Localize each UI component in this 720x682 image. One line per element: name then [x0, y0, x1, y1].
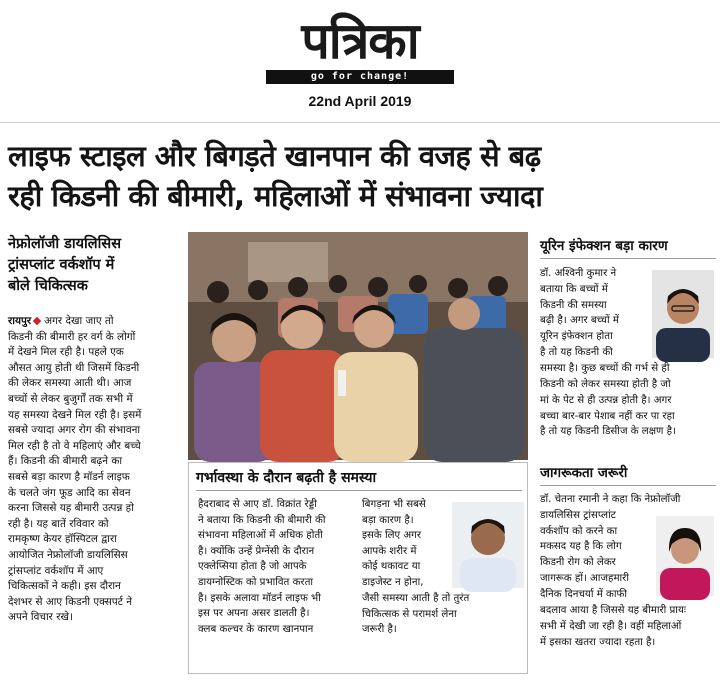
- article-line: कोई थकावट या: [362, 561, 421, 573]
- article-line: इसके लिए अगर: [362, 530, 422, 542]
- article-line: सबसे बड़ा कारण है मॉडर्न लाइफ: [8, 470, 130, 483]
- article-line: देशभर से आए किडनी एक्सपर्ट ने: [8, 595, 133, 608]
- doctor-photo-ashwini: [652, 270, 714, 358]
- article-line: दैनिक दिनचर्या में काफी: [540, 588, 628, 600]
- article-line: हैं। किडनी की बीमारी बढ़ने का: [8, 455, 123, 468]
- article-line: सभी में देखी जा रही है। वहीं महिलाओं: [540, 620, 682, 632]
- right-article-2-cont: [540, 603, 716, 650]
- article-line: डॉ. चेतना रमानी ने कहा कि नेफ्रोलॉजी: [540, 494, 681, 505]
- article-line: डाइजेस्ट न होना,: [362, 576, 424, 588]
- doctor-photo-chetna: [656, 516, 714, 596]
- box-column-2: [362, 497, 448, 591]
- divider: [540, 258, 716, 259]
- article-line: ने बताया कि किडनी की बीमारी की: [198, 514, 326, 526]
- article-line: यूरिन इंफेक्शन होता: [540, 331, 613, 343]
- article-line: आयोजित नेफ्रोलॉजी डायलिसिस: [8, 548, 128, 561]
- article-line: ट्रांसप्लांट वर्कशॉप में आए: [8, 564, 104, 577]
- article-line: मिल रही है तो वे महिलाएं और बच्चे: [8, 439, 141, 452]
- subheading-line: ट्रांसप्लांट वर्कशॉप में: [8, 257, 115, 273]
- article-line: संभावना महिलाओं में अधिक होती: [198, 530, 323, 542]
- left-subheading: [8, 234, 184, 297]
- divider: [0, 122, 720, 123]
- article-line: में देखने मिल रही है। पहले एक: [8, 346, 124, 359]
- article-line: जैसी समस्या आती है तो तुरंत: [362, 593, 470, 604]
- right-article-1-cont: [540, 377, 716, 440]
- article-line: हैदराबाद से आए डॉ. विक्रांत रेड्डी: [198, 499, 317, 510]
- article-line-text: अगर देखा जाए तो: [44, 315, 114, 327]
- article-line: बदलाव आया है जिससे यह बीमारी प्रायः: [540, 605, 686, 616]
- article-line: डायग्नोस्टिक को प्रभावित करता: [198, 576, 314, 588]
- article-line: मां के पेट से ही उत्पन्न होती है। अगर: [540, 394, 672, 406]
- article-line: बताया कि बच्चों में: [540, 283, 608, 295]
- article-line: बच्चा बार-बार पेशाब नहीं कर पा रहा: [540, 410, 675, 422]
- audience-photo-illustration: [188, 232, 528, 460]
- masthead-name: पत्रिका: [301, 11, 419, 70]
- article-line: जागरूक हों। आजहमारी: [540, 572, 629, 584]
- box-column-2-wide: [362, 591, 522, 638]
- article-line: जरूरी है।: [362, 624, 397, 636]
- article-line: रामकृष्ण केयर हॉस्पिटल द्वारा: [8, 533, 117, 546]
- article-line: किडनी रोग को लेकर: [540, 557, 616, 569]
- article-line: सबसे ज्यादा अगर रोग की संभावना: [8, 424, 141, 437]
- article-line: किडनी की बीमारी हर वर्ग के लोगों: [8, 330, 136, 343]
- article-line: में इसका खतरा ज्यादा रहता है।: [540, 636, 656, 648]
- doctor-photo-reddy: [452, 502, 524, 588]
- article-line: आपके शरीर में: [362, 545, 417, 557]
- box-heading: गर्भावस्था के दौरान बढ़ती है समस्या: [196, 470, 377, 486]
- right-article-1: [540, 266, 670, 377]
- article-line: किडनी की समस्या: [540, 299, 607, 311]
- article-line: यह समस्या देखने मिल रही है। इसमें: [8, 408, 142, 421]
- right-heading-awareness: जागरूकता जरूरी: [540, 465, 628, 481]
- article-line: बढ़ी है। अगर बच्चों में: [540, 315, 619, 327]
- article-line: करना जिससे यह बीमारी उत्पन्न हो: [8, 502, 134, 515]
- dateline-city: रायपुर: [8, 315, 32, 327]
- article-line: है। क्योंकि उन्हें प्रेग्नेंसी के दौरान: [198, 545, 315, 557]
- headline-line-1: लाइफ स्टाइल और बिगड़ते खानपान की वजह से बढ़: [8, 139, 541, 173]
- masthead-tagline: go for change!: [266, 70, 454, 84]
- article-line: एक्लेप्सिया होता है जो आपके: [198, 561, 307, 573]
- article-line: रही है। यह बातें रविवार को: [8, 517, 109, 530]
- page-headline: [8, 136, 712, 216]
- portrait-illustration: [452, 502, 524, 588]
- masthead-logo: [226, 11, 494, 74]
- divider: [540, 485, 716, 486]
- article-line: चिकित्सक से परामर्श लेना: [362, 608, 457, 620]
- article-line: है। इसके अलावा मॉडर्न लाइफ भी: [198, 592, 321, 604]
- article-line: के चलते जंग फूड आदि का सेवन: [8, 486, 131, 499]
- article-line: बच्चों से लेकर बुजुर्गों तक सभी में: [8, 392, 133, 405]
- divider: [196, 490, 522, 491]
- article-line: क्लब कल्चर के कारण खानपान: [198, 623, 314, 635]
- portrait-illustration: [656, 516, 714, 596]
- article-line: इस पर अपना असर डालती है।: [198, 608, 310, 620]
- article-line: मकसद यह है कि लोग: [540, 541, 622, 553]
- article-line: डायलिसिस ट्रांसप्लांट: [540, 509, 616, 521]
- publication-date: 22nd April 2019: [308, 93, 412, 109]
- article-line: चिकित्सकों ने कही। इस दौरान: [8, 580, 121, 593]
- article-line: है तो यह किडनी की: [540, 346, 613, 358]
- left-article-body: [8, 314, 182, 626]
- article-line: किडनी को लेकर समस्या होती है जो: [540, 379, 671, 390]
- article-line: [8, 314, 182, 330]
- article-line: डॉ. अश्विनी कुमार ने: [540, 268, 617, 279]
- article-line: समस्या है। कुछ बच्चों की गर्भ से ही: [540, 362, 670, 374]
- article-line: बिगड़ना भी सबसे: [362, 499, 426, 510]
- article-line: अपने विचार रखे।: [8, 611, 73, 624]
- right-heading-urine: यूरिन इंफेक्शन बड़ा कारण: [540, 238, 668, 254]
- article-line: है तो यह किडनी डिसीज के लक्षण है।: [540, 426, 676, 438]
- subheading-line: नेफ्रोलॉजी डायलिसिस: [8, 236, 121, 252]
- box-column-1: [198, 497, 354, 637]
- right-article-2: [540, 492, 681, 603]
- headline-line-2: रही किडनी की बीमारी, महिलाओं में संभावना ज्यादा: [8, 179, 543, 213]
- article-line: की लेकर समस्या आती थी। आज: [8, 377, 132, 390]
- dateline-diamond-icon: [33, 316, 41, 324]
- event-photo: [188, 232, 528, 460]
- subheading-line: बोले चिकित्सक: [8, 278, 88, 294]
- article-line: वर्कशॉप को करने का: [540, 525, 618, 537]
- portrait-illustration: [652, 270, 714, 358]
- article-line: बड़ा कारण है।: [362, 514, 414, 526]
- article-line: औसत आयु होती थी जिसमें किडनी: [8, 361, 140, 374]
